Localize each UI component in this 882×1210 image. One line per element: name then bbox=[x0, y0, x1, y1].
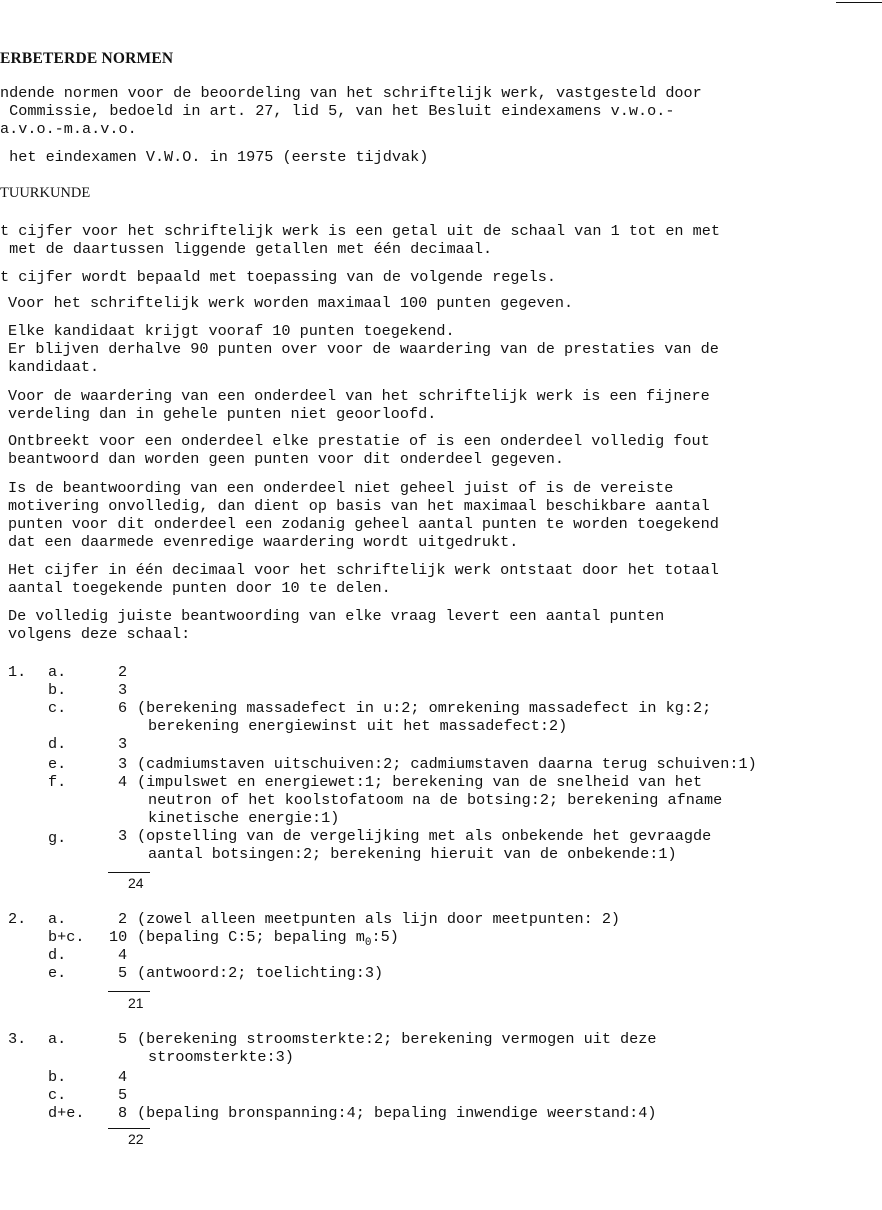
part-label: e. bbox=[48, 755, 67, 773]
rule-text: aantal toegekende punten door 10 te delen. bbox=[8, 579, 391, 597]
part-points: 3 bbox=[118, 735, 128, 753]
rule-text: Is de beantwoording van een onderdeel niet geheel juist of is de vereiste bbox=[8, 479, 674, 497]
subscript: 0 bbox=[364, 937, 372, 950]
rule-text: Elke kandidaat krijgt vooraf 10 punten toegekend. bbox=[8, 322, 455, 340]
corner-rule bbox=[836, 2, 882, 3]
part-points: 2 bbox=[118, 663, 128, 681]
intro-line-4: het eindexamen V.W.O. in 1975 (eerste tijdvak) bbox=[0, 148, 429, 166]
part-label: b. bbox=[48, 1068, 67, 1086]
total-rule bbox=[108, 872, 150, 873]
part-note: (impulswet en energiewet:1; berekening van de snelheid van het bbox=[137, 773, 703, 791]
part-note-cont: berekening energiewinst uit het massadefect:2) bbox=[148, 717, 568, 735]
part-label: d. bbox=[48, 735, 67, 753]
rule-text: De volledig juiste beantwoording van elke vraag levert een aantal punten bbox=[8, 607, 665, 625]
page-title: ERBETERDE NORMEN bbox=[0, 50, 174, 67]
rule-text: Het cijfer in één decimaal voor het schriftelijk werk ontstaat door het totaal bbox=[8, 561, 719, 579]
part-label: c. bbox=[48, 1086, 67, 1104]
total-rule bbox=[108, 991, 150, 992]
part-note-text: (bepaling C:5; bepaling m bbox=[137, 928, 365, 946]
rule-text: punten voor dit onderdeel een zodanig geheel aantal punten te worden toegekend bbox=[8, 515, 719, 533]
part-points: 4 bbox=[118, 1068, 128, 1086]
rule-text: volgens deze schaal: bbox=[8, 625, 191, 643]
part-label: e. bbox=[48, 964, 67, 982]
part-label: a. bbox=[48, 910, 67, 928]
part-note-cont: aantal botsingen:2; berekening hieruit van de onbekende:1) bbox=[148, 845, 677, 863]
part-points: 3 bbox=[118, 755, 128, 773]
part-note-cont: neutron of het koolstofatoom na de botsing:2; berekening afname bbox=[148, 791, 723, 809]
part-points: 2 bbox=[118, 910, 128, 928]
part-note: (bepaling bronspanning:4; bepaling inwendige weerstand:4) bbox=[137, 1104, 657, 1122]
part-note: (berekening stroomsterkte:2; berekening vermogen uit deze bbox=[137, 1030, 657, 1048]
part-note-end: :5) bbox=[371, 928, 399, 946]
rule-text: Voor de waardering van een onderdeel van het schriftelijk werk is een fijnere bbox=[8, 387, 710, 405]
part-note-cont: kinetische energie:1) bbox=[148, 809, 340, 827]
rule-text: Ontbreekt voor een onderdeel elke prestatie of is een onderdeel volledig fout bbox=[8, 432, 710, 450]
part-note: (opstelling van de vergelijking met als onbekende het gevraagde bbox=[137, 827, 712, 845]
part-points: 10 bbox=[109, 928, 128, 946]
rule-text: Er blijven derhalve 90 punten over voor de waardering van de prestaties van de bbox=[8, 340, 719, 358]
part-points: 8 bbox=[118, 1104, 128, 1122]
part-points: 6 bbox=[118, 699, 128, 717]
part-note-cont: stroomsterkte:3) bbox=[148, 1048, 294, 1066]
intro-line-1: ndende normen voor de beoordeling van het schriftelijk werk, vastgesteld door bbox=[0, 84, 702, 102]
rule-text: motivering onvolledig, dan dient op basis van het maximaal beschikbare aantal bbox=[8, 497, 710, 515]
part-label: d+e. bbox=[48, 1104, 85, 1122]
part-points: 5 bbox=[118, 1086, 128, 1104]
question-total: 21 bbox=[128, 995, 144, 1011]
part-note: (antwoord:2; toelichting:3) bbox=[137, 964, 384, 982]
part-label: a. bbox=[48, 1030, 67, 1048]
part-label: c. bbox=[48, 699, 67, 717]
part-label: b+c. bbox=[48, 928, 85, 946]
part-points: 3 bbox=[118, 827, 128, 845]
subject-heading: TUURKUNDE bbox=[0, 185, 91, 201]
question-number: 1. bbox=[8, 663, 27, 681]
total-rule bbox=[108, 1128, 150, 1129]
rule-text: kandidaat. bbox=[8, 358, 100, 376]
rule-text: t cijfer voor het schriftelijk werk is een getal uit de schaal van 1 tot en met bbox=[0, 222, 721, 240]
part-points: 5 bbox=[118, 1030, 128, 1048]
rule-text: Voor het schriftelijk werk worden maximaal 100 punten gegeven. bbox=[8, 294, 574, 312]
rule-text: beantwoord dan worden geen punten voor dit onderdeel gegeven. bbox=[8, 450, 564, 468]
question-total: 24 bbox=[128, 875, 144, 891]
part-note: (berekening massadefect in u:2; omrekening massadefect in kg:2; bbox=[137, 699, 712, 717]
rule-text: dat een daarmede evenredige waardering wordt uitgedrukt. bbox=[8, 533, 519, 551]
part-note bbox=[137, 928, 399, 952]
part-note: (cadmiumstaven uitschuiven:2; cadmiumstaven daarna terug schuiven:1) bbox=[137, 755, 757, 773]
part-points: 3 bbox=[118, 681, 128, 699]
part-label: d. bbox=[48, 946, 67, 964]
part-label: f. bbox=[48, 773, 67, 791]
part-note: (zowel alleen meetpunten als lijn door meetpunten: 2) bbox=[137, 910, 621, 928]
intro-line-2: Commissie, bedoeld in art. 27, lid 5, van het Besluit eindexamens v.w.o.- bbox=[0, 102, 675, 120]
question-number: 3. bbox=[8, 1030, 27, 1048]
part-label: a. bbox=[48, 663, 67, 681]
part-label: g. bbox=[48, 829, 67, 847]
part-points: 5 bbox=[118, 964, 128, 982]
question-number: 2. bbox=[8, 910, 27, 928]
intro-line-3: a.v.o.-m.a.v.o. bbox=[0, 120, 137, 138]
part-points: 4 bbox=[118, 773, 128, 791]
rule-text: t cijfer wordt bepaald met toepassing van de volgende regels. bbox=[0, 268, 556, 286]
part-label: b. bbox=[48, 681, 67, 699]
rule-text: met de daartussen liggende getallen met één decimaal. bbox=[0, 240, 493, 258]
rule-text: verdeling dan in gehele punten niet geoorloofd. bbox=[8, 405, 437, 423]
part-points: 4 bbox=[118, 946, 128, 964]
question-total: 22 bbox=[128, 1131, 144, 1147]
